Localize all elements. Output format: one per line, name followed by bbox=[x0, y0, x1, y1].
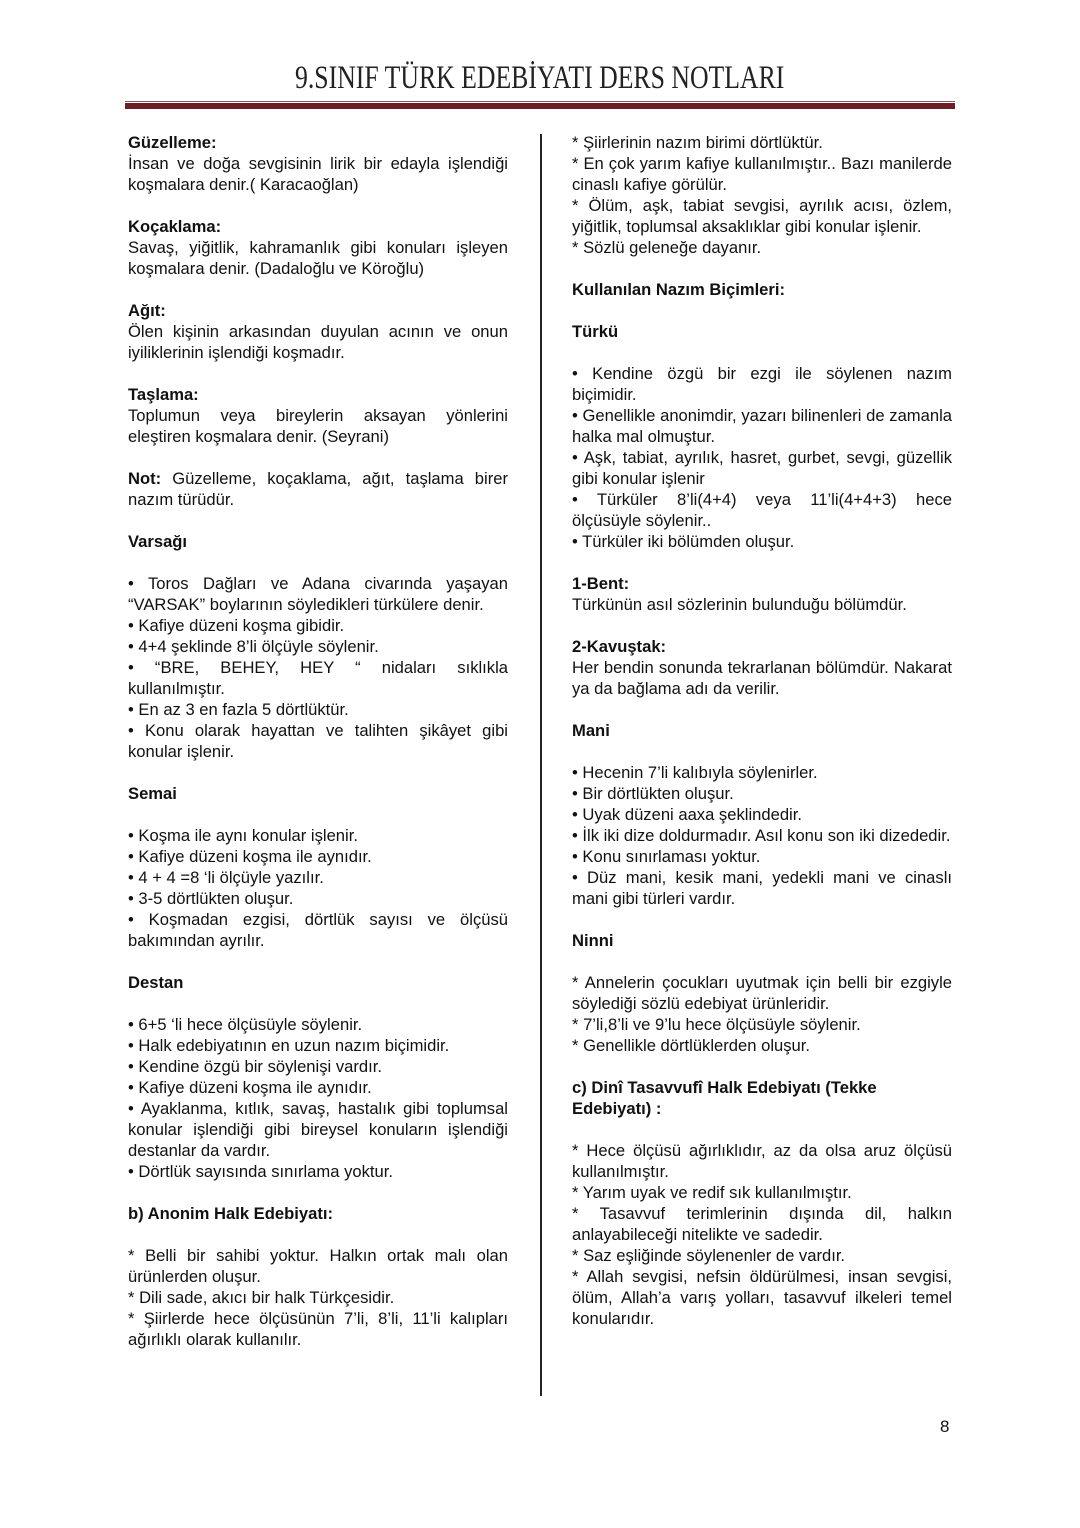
paragraph: • Toros Dağları ve Adana civarında yaşayan “VARSAK” boylarının söyledikleri türkülere denir. bbox=[128, 574, 508, 614]
paragraph: * Genellikle dörtlüklerden oluşur. bbox=[572, 1036, 810, 1055]
section bbox=[128, 531, 508, 762]
section bbox=[572, 1077, 952, 1329]
paragraph: * Şiirlerde hece ölçüsünün 7’li, 8’li, 11’li kalıpları ağırlıklı olarak kullanılır. bbox=[128, 1309, 508, 1349]
paragraph: İnsan ve doğa sevgisinin lirik bir edayla işlendiği koşmalara denir.( Karacaoğlan) bbox=[128, 154, 508, 194]
section bbox=[128, 132, 508, 195]
note-label: Not: bbox=[128, 469, 162, 488]
paragraph: • 4 + 4 =8 ‘li ölçüyle yazılır. bbox=[128, 868, 324, 887]
paragraph: * En çok yarım kafiye kullanılmıştır.. Bazı manilerde cinaslı kafiye görülür. bbox=[572, 154, 952, 194]
paragraph: • Koşmadan ezgisi, dörtlük sayısı ve ölçüsü bakımından ayrılır. bbox=[128, 910, 508, 950]
section bbox=[572, 573, 952, 615]
paragraph: • Düz mani, kesik mani, yedekli mani ve cinaslı mani gibi türleri vardır. bbox=[572, 868, 952, 908]
paragraph: • Konu olarak hayattan ve talihten şikâyet gibi konular işlenir. bbox=[128, 721, 508, 761]
section-heading: Güzelleme: bbox=[128, 133, 217, 152]
section bbox=[572, 132, 952, 258]
paragraph: * Hece ölçüsü ağırlıklıdır, az da olsa aruz ölçüsü kullanılmıştır. bbox=[572, 1141, 952, 1181]
section bbox=[572, 720, 952, 909]
paragraph: • 4+4 şeklinde 8’li ölçüyle söylenir. bbox=[128, 637, 379, 656]
section bbox=[128, 300, 508, 363]
paragraph: Her bendin sonunda tekrarlanan bölümdür. Nakarat ya da bağlama adı da verilir. bbox=[572, 658, 952, 698]
paragraph: * Dili sade, akıcı bir halk Türkçesidir. bbox=[128, 1288, 395, 1307]
paragraph: • Uyak düzeni aaxa şeklindedir. bbox=[572, 805, 802, 824]
paragraph bbox=[128, 468, 508, 510]
paragraph: * Allah sevgisi, nefsin öldürülmesi, insan sevgisi, ölüm, Allah’a varış yolları, tasavvuf ilkeleri temel konularıdır. bbox=[572, 1267, 952, 1328]
paragraph: • 3-5 dörtlükten oluşur. bbox=[128, 889, 294, 908]
section-heading: c) Dinî Tasavvufî Halk Edebiyatı (Tekke Edebiyatı) : bbox=[572, 1078, 877, 1118]
section bbox=[572, 279, 952, 300]
paragraph: * Şiirlerinin nazım birimi dörtlüktür. bbox=[572, 133, 823, 152]
paragraph: • Kendine özgü bir ezgi ile söylenen nazım biçimidir. bbox=[572, 364, 952, 404]
paragraph: * Yarım uyak ve redif sık kullanılmıştır. bbox=[572, 1183, 852, 1202]
section-heading: Semai bbox=[128, 784, 177, 803]
paragraph: Savaş, yiğitlik, kahramanlık gibi konuları işleyen koşmalara denir. (Dadaloğlu ve Köroğlu) bbox=[128, 238, 508, 278]
right-column bbox=[572, 132, 952, 1350]
section-heading: Koçaklama: bbox=[128, 217, 222, 236]
section-heading: Ağıt: bbox=[128, 301, 166, 320]
paragraph: • İlk iki dize doldurmadır. Asıl konu son iki dizededir. bbox=[572, 826, 951, 845]
paragraph: Toplumun veya bireylerin aksayan yönlerini eleştiren koşmalara denir. (Seyrani) bbox=[128, 406, 508, 446]
paragraph: • Kafiye düzeni koşma gibidir. bbox=[128, 616, 345, 635]
page-number: 8 bbox=[940, 1417, 950, 1436]
paragraph: * Tasavvuf terimlerinin dışında dil, halkın anlayabileceği nitelikte ve sadedir. bbox=[572, 1204, 952, 1244]
paragraph: • Dörtlük sayısında sınırlama yoktur. bbox=[128, 1162, 393, 1181]
paragraph: Ölen kişinin arkasından duyulan acının ve onun iyiliklerinin işlendiği koşmadır. bbox=[128, 322, 508, 362]
paragraph: Türkünün asıl sözlerinin bulunduğu bölümdür. bbox=[572, 595, 907, 614]
section-heading: 2-Kavuştak: bbox=[572, 637, 667, 656]
section bbox=[128, 384, 508, 447]
paragraph: • Genellikle anonimdir, yazarı bilinenleri de zamanla halka mal olmuştur. bbox=[572, 406, 952, 446]
page-title-text: 9.SINIF TÜRK EDEBİYATI DERS NOTLARI bbox=[295, 60, 785, 96]
paragraph: • Türküler 8’li(4+4) veya 11’li(4+4+3) hece ölçüsüyle söylenir.. bbox=[572, 490, 952, 530]
section bbox=[572, 321, 952, 552]
section bbox=[128, 972, 508, 1182]
section-heading: Taşlama: bbox=[128, 385, 199, 404]
paragraph: * Saz eşliğinde söylenenler de vardır. bbox=[572, 1246, 846, 1265]
header-rule-thin bbox=[125, 101, 955, 102]
note-text: Güzelleme, koçaklama, ağıt, taşlama birer nazım türüdür. bbox=[128, 469, 508, 509]
section bbox=[128, 468, 508, 510]
paragraph: • Kafiye düzeni koşma ile aynıdır. bbox=[128, 847, 372, 866]
paragraph: • Kendine özgü bir söylenişi vardır. bbox=[128, 1057, 382, 1076]
section-heading: Kullanılan Nazım Biçimleri: bbox=[572, 280, 786, 299]
section-heading: b) Anonim Halk Edebiyatı: bbox=[128, 1204, 333, 1223]
section bbox=[128, 783, 508, 951]
paragraph: * Belli bir sahibi yoktur. Halkın ortak malı olan ürünlerden oluşur. bbox=[128, 1246, 508, 1286]
left-column bbox=[128, 132, 508, 1371]
section bbox=[572, 930, 952, 1056]
paragraph: • Ayaklanma, kıtlık, savaş, hastalık gibi toplumsal konular işlendiği gibi bireysel konuların işlendiği destanlar da vardır. bbox=[128, 1099, 508, 1160]
paragraph: • Halk edebiyatının en uzun nazım biçimidir. bbox=[128, 1036, 450, 1055]
section-heading: Varsağı bbox=[128, 532, 188, 551]
paragraph: * 7’li,8’li ve 9’lu hece ölçüsüyle söylenir. bbox=[572, 1015, 861, 1034]
paragraph: * Ölüm, aşk, tabiat sevgisi, ayrılık acısı, özlem, yiğitlik, toplumsal aksaklıklar gibi konular işlenir. bbox=[572, 196, 952, 236]
paragraph: • Türküler iki bölümden oluşur. bbox=[572, 532, 795, 551]
section bbox=[572, 636, 952, 699]
section-heading: Türkü bbox=[572, 322, 619, 341]
paragraph: • En az 3 en fazla 5 dörtlüktür. bbox=[128, 700, 349, 719]
paragraph: • Konu sınırlaması yoktur. bbox=[572, 847, 761, 866]
section-heading: Mani bbox=[572, 721, 610, 740]
paragraph: * Sözlü geleneğe dayanır. bbox=[572, 238, 762, 257]
paragraph: • “BRE, BEHEY, HEY “ nidaları sıklıkla kullanılmıştır. bbox=[128, 658, 508, 698]
section bbox=[128, 216, 508, 279]
section-heading: 1-Bent: bbox=[572, 574, 630, 593]
section bbox=[128, 1203, 508, 1350]
header-rule bbox=[125, 103, 955, 109]
paragraph: • Koşma ile aynı konular işlenir. bbox=[128, 826, 358, 845]
paragraph: • Hecenin 7’li kalıbıyla söylenirler. bbox=[572, 763, 818, 782]
section-heading: Destan bbox=[128, 973, 184, 992]
page-title bbox=[0, 60, 1080, 97]
paragraph: • 6+5 ‘li hece ölçüsüyle söylenir. bbox=[128, 1015, 363, 1034]
paragraph: • Aşk, tabiat, ayrılık, hasret, gurbet, sevgi, güzellik gibi konular işlenir bbox=[572, 448, 952, 488]
paragraph: • Kafiye düzeni koşma ile aynıdır. bbox=[128, 1078, 372, 1097]
section-heading: Ninni bbox=[572, 931, 614, 950]
column-divider bbox=[540, 134, 542, 1396]
paragraph: • Bir dörtlükten oluşur. bbox=[572, 784, 734, 803]
paragraph: * Annelerin çocukları uyutmak için belli bir ezgiyle söylediği sözlü edebiyat ürünleridir. bbox=[572, 973, 952, 1013]
